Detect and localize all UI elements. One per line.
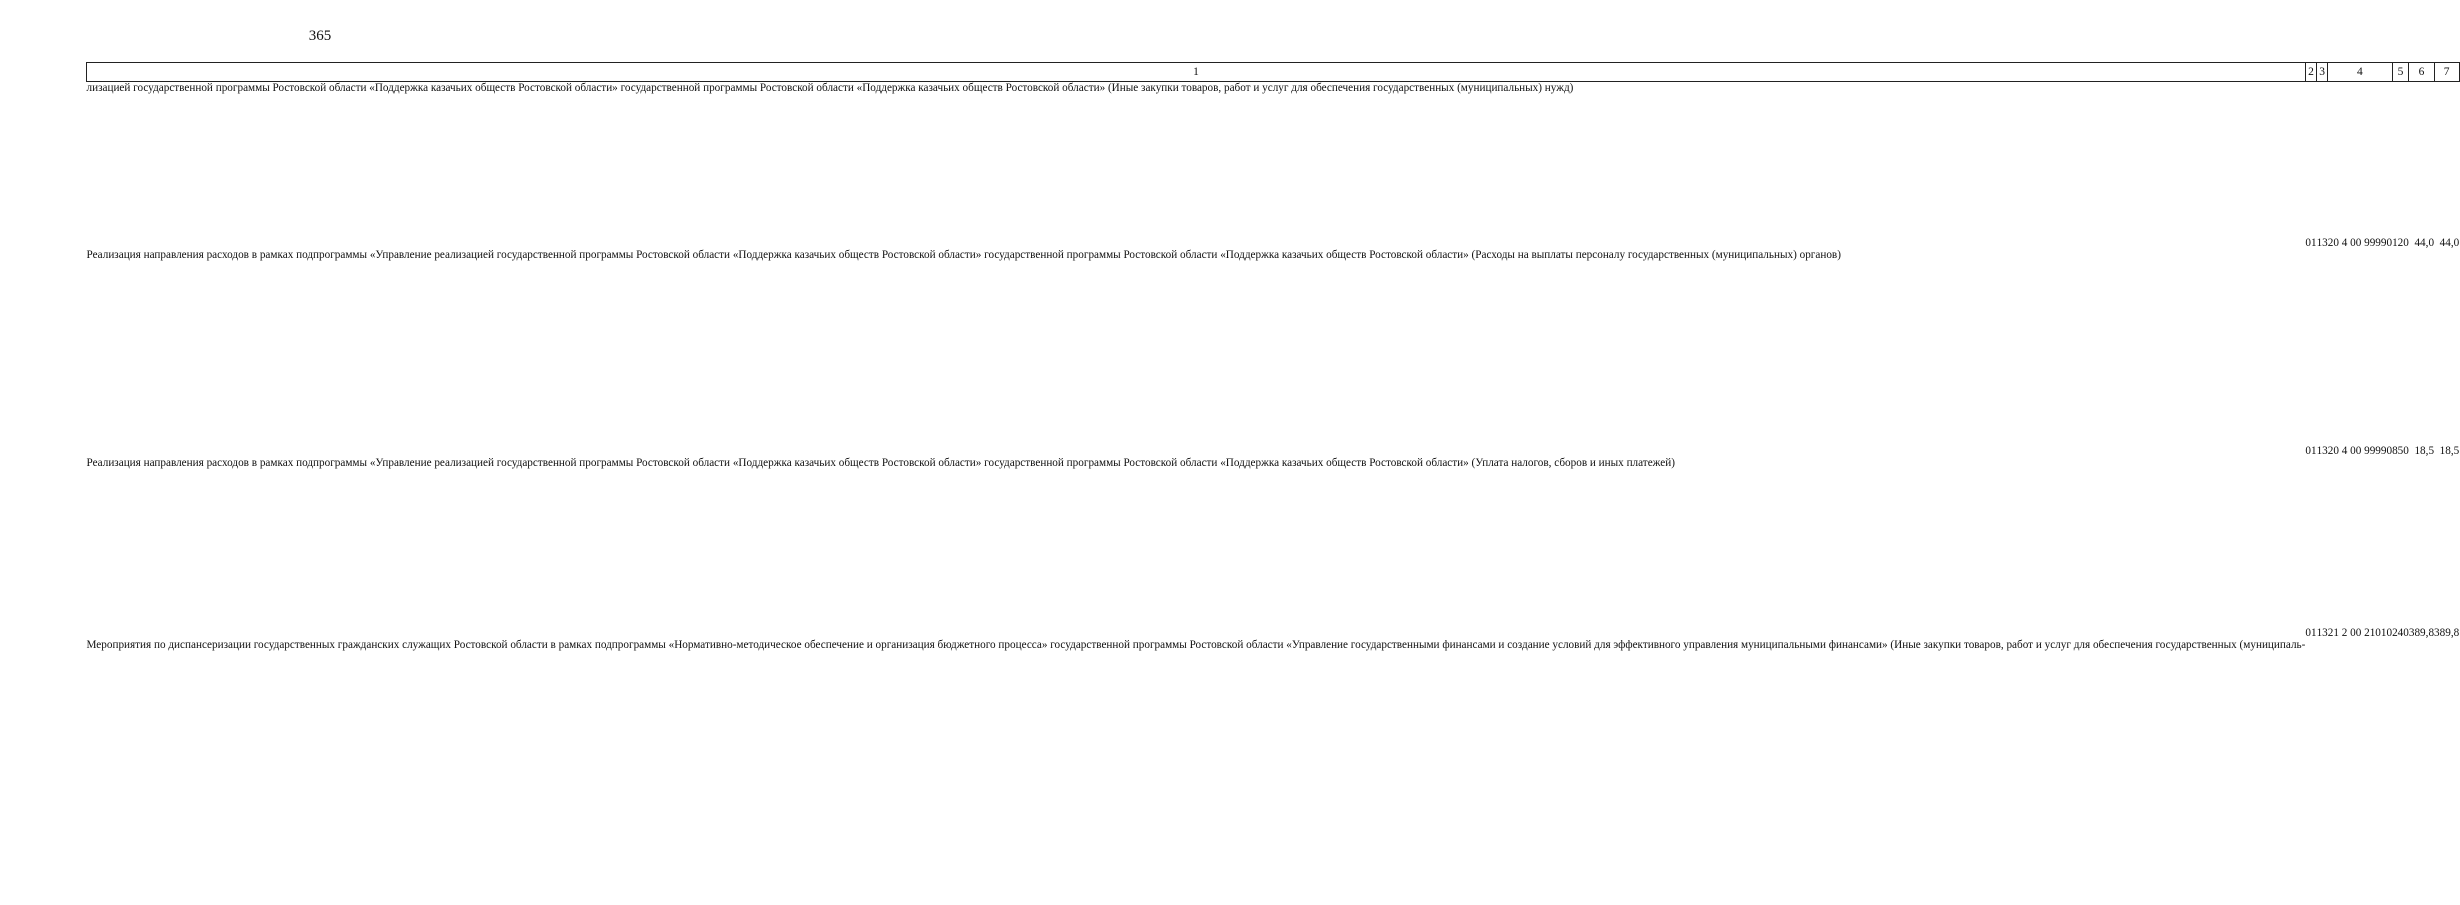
amount-value — [2409, 82, 2434, 238]
section-code — [2305, 82, 2316, 238]
column-header: 2 — [2305, 63, 2316, 82]
amount-value: 44,0 — [2439, 237, 2460, 249]
expense-type-code: 850 — [2392, 445, 2409, 457]
amount-value: 44,0 — [2414, 237, 2435, 249]
subsection-code: 13 — [2316, 627, 2328, 639]
column-header: 6 — [2409, 63, 2434, 82]
row-description: Реализация направления расходов в рамках подпрограммы «Управление реализацией государственной программы Ростовской области «Поддержка казачьих обществ Ростовской области» государственной программы Ростовской области «Поддержка казачьих обществ Ростовской области» (Уплата налогов, сборов и иных платежей) — [86, 457, 1675, 469]
table-row — [87, 627, 2460, 884]
row-description: Реализация направления расходов в рамках подпрограммы «Управление реализацией государственной программы Ростовской области «Поддержка казачьих обществ Ростовской области» государственной программы Ростовской области «Поддержка казачьих обществ Ростовской области» (Расходы на выплаты персоналу государственных (муниципальных) органов) — [86, 249, 1841, 261]
amount-value: 389,8 — [2434, 627, 2460, 639]
subsection-code: 13 — [2316, 237, 2328, 249]
column-header: 3 — [2317, 63, 2328, 82]
expense-type-code: 240 — [2392, 627, 2409, 639]
target-article-code — [2328, 82, 2392, 238]
amount-value: 18,5 — [2439, 445, 2460, 457]
expense-type-code — [2392, 82, 2409, 238]
expense-type-code: 120 — [2392, 237, 2409, 249]
page-number: 365 — [308, 28, 332, 44]
section-code: 01 — [2305, 627, 2317, 639]
column-header: 5 — [2392, 63, 2409, 82]
section-code: 01 — [2305, 445, 2317, 457]
target-article-code: 20 4 00 99990 — [2327, 237, 2393, 249]
section-code: 01 — [2305, 237, 2317, 249]
column-header: 4 — [2328, 63, 2392, 82]
target-article-code: 20 4 00 99990 — [2327, 445, 2393, 457]
subsection-code: 13 — [2316, 445, 2328, 457]
target-article-code: 21 2 00 21010 — [2327, 627, 2393, 639]
amount-value: 18,5 — [2414, 445, 2435, 457]
subsection-code — [2317, 82, 2328, 238]
amount-value: 389,8 — [2408, 627, 2435, 639]
row-description: Мероприятия по диспансеризации государственных гражданских служащих Ростовской области в рамках подпрограммы «Нормативно-методическое обеспечение и организация бюджетного процесса» государственной программы Ростовской области «Управление государственными финансами и создание условий для эффективного управления муниципальными финансами» (Иные закупки товаров, работ и услуг для обеспечения государственных (муниципаль- — [86, 639, 2306, 651]
column-header: 1 — [87, 63, 2306, 82]
column-header: 7 — [2434, 63, 2459, 82]
table-row — [87, 445, 2460, 627]
row-description: лизацией государственной программы Ростовской области «Поддержка казачьих обществ Ростовской области» государственной программы Ростовской области «Поддержка казачьих обществ Ростовской области» (Иные закупки товаров, работ и услуг для обеспечения государственных (муниципальных) нужд) — [86, 82, 1574, 94]
budget-table — [86, 62, 2460, 884]
table-row — [87, 237, 2460, 445]
amount-value — [2434, 82, 2459, 238]
table-header-row — [87, 63, 2460, 82]
table-row — [87, 82, 2460, 238]
